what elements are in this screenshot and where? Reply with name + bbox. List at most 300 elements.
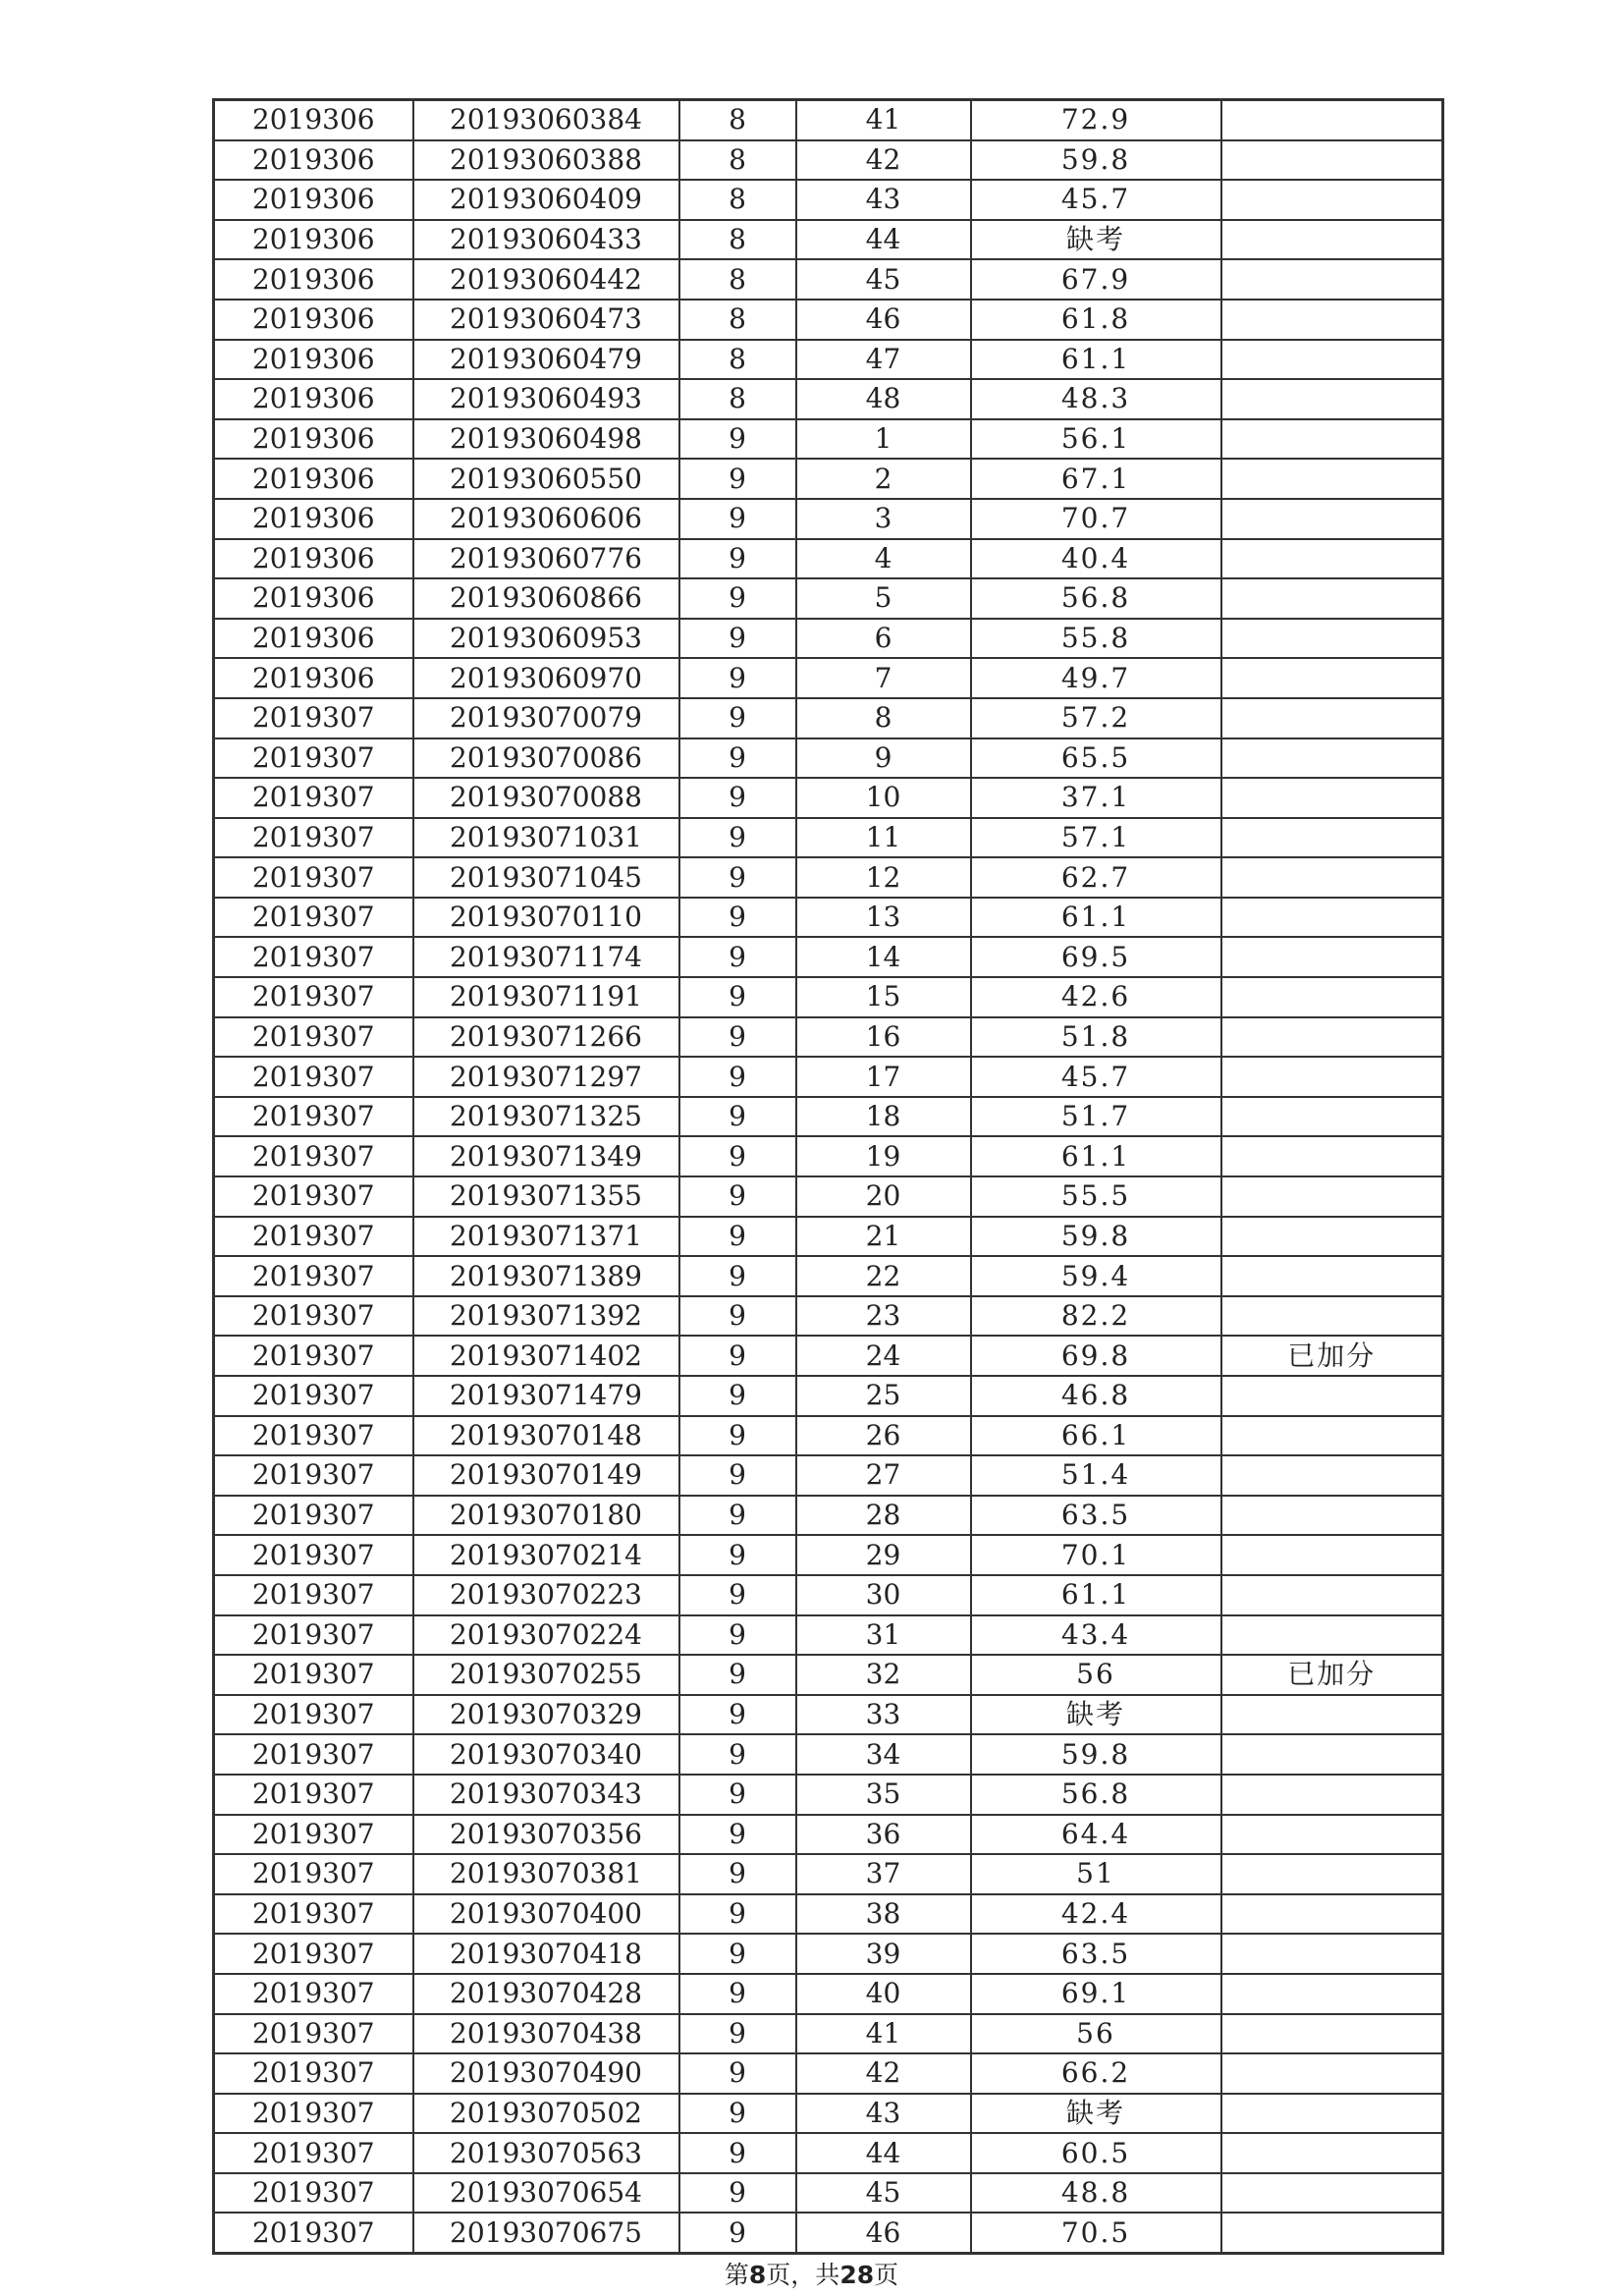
- seat-number-cell: 34: [796, 1734, 971, 1775]
- class-code-cell: 2019307: [214, 1097, 413, 1137]
- page-footer: [0, 2256, 1623, 2291]
- class-code-cell: 2019307: [214, 778, 413, 818]
- score-table: [212, 98, 1444, 2255]
- exam-room-cell: 9: [679, 1136, 796, 1176]
- table-row: [214, 2053, 1443, 2094]
- class-code-cell: 2019306: [214, 180, 413, 220]
- class-code-cell: 2019307: [214, 2014, 413, 2054]
- note-cell: [1221, 1176, 1443, 1217]
- class-code-cell: 2019306: [214, 220, 413, 260]
- table-row: [214, 2173, 1443, 2214]
- class-code-cell: 2019306: [214, 100, 413, 140]
- table-row: [214, 1136, 1443, 1176]
- class-code-cell: 2019306: [214, 140, 413, 181]
- class-code-cell: 2019307: [214, 1854, 413, 1894]
- seat-number-cell: 20: [796, 1176, 971, 1217]
- footer-middle: 页，共: [766, 2261, 840, 2289]
- seat-number-cell: 21: [796, 1217, 971, 1257]
- note-cell: [1221, 818, 1443, 858]
- note-cell: [1221, 2014, 1443, 2054]
- seat-number-cell: 37: [796, 1854, 971, 1894]
- class-code-cell: 2019306: [214, 539, 413, 579]
- table-row: [214, 1176, 1443, 1217]
- score-cell: 70.5: [971, 2213, 1221, 2253]
- note-cell: [1221, 1217, 1443, 1257]
- seat-number-cell: 16: [796, 1017, 971, 1058]
- exam-room-cell: 9: [679, 1256, 796, 1296]
- seat-number-cell: 48: [796, 379, 971, 419]
- table-row: [214, 1575, 1443, 1615]
- student-id-cell: 20193071479: [413, 1376, 679, 1416]
- exam-room-cell: 9: [679, 2094, 796, 2134]
- student-id-cell: 20193060550: [413, 459, 679, 499]
- student-id-cell: 20193071325: [413, 1097, 679, 1137]
- class-code-cell: 2019307: [214, 1176, 413, 1217]
- student-id-cell: 20193071045: [413, 857, 679, 898]
- note-cell: [1221, 738, 1443, 779]
- exam-room-cell: 9: [679, 619, 796, 659]
- score-cell: 61.8: [971, 300, 1221, 340]
- note-cell: [1221, 499, 1443, 539]
- exam-room-cell: 8: [679, 379, 796, 419]
- score-cell: 42.4: [971, 1894, 1221, 1935]
- student-id-cell: 20193071371: [413, 1217, 679, 1257]
- exam-room-cell: 9: [679, 1176, 796, 1217]
- class-code-cell: 2019306: [214, 459, 413, 499]
- score-cell: 48.3: [971, 379, 1221, 419]
- table-row: [214, 898, 1443, 938]
- table-row: [214, 1934, 1443, 1974]
- student-id-cell: 20193060479: [413, 340, 679, 380]
- exam-room-cell: 9: [679, 1376, 796, 1416]
- student-id-cell: 20193071402: [413, 1336, 679, 1376]
- table-row: [214, 1057, 1443, 1097]
- seat-number-cell: 27: [796, 1455, 971, 1496]
- seat-number-cell: 2: [796, 459, 971, 499]
- score-cell: 59.8: [971, 140, 1221, 181]
- class-code-cell: 2019307: [214, 1296, 413, 1337]
- student-id-cell: 20193070654: [413, 2173, 679, 2214]
- table-row: [214, 2213, 1443, 2253]
- table-row: [214, 459, 1443, 499]
- table-row: [214, 379, 1443, 419]
- student-id-cell: 20193070255: [413, 1655, 679, 1695]
- score-cell: 43.4: [971, 1615, 1221, 1656]
- seat-number-cell: 14: [796, 937, 971, 977]
- score-cell: 64.4: [971, 1815, 1221, 1855]
- student-id-cell: 20193060776: [413, 539, 679, 579]
- note-cell: [1221, 1535, 1443, 1575]
- class-code-cell: 2019307: [214, 1535, 413, 1575]
- table-row: [214, 1615, 1443, 1656]
- exam-room-cell: 9: [679, 459, 796, 499]
- score-cell: 37.1: [971, 778, 1221, 818]
- exam-room-cell: 9: [679, 1934, 796, 1974]
- student-id-cell: 20193060473: [413, 300, 679, 340]
- class-code-cell: 2019307: [214, 977, 413, 1017]
- note-cell: [1221, 539, 1443, 579]
- table-row: [214, 1695, 1443, 1735]
- class-code-cell: 2019307: [214, 1974, 413, 2014]
- class-code-cell: 2019306: [214, 300, 413, 340]
- score-cell: 66.1: [971, 1416, 1221, 1456]
- student-id-cell: 20193071349: [413, 1136, 679, 1176]
- seat-number-cell: 13: [796, 898, 971, 938]
- seat-number-cell: 45: [796, 259, 971, 300]
- class-code-cell: 2019307: [214, 1695, 413, 1735]
- seat-number-cell: 47: [796, 340, 971, 380]
- student-id-cell: 20193060388: [413, 140, 679, 181]
- score-cell: 72.9: [971, 100, 1221, 140]
- seat-number-cell: 46: [796, 2213, 971, 2253]
- class-code-cell: 2019306: [214, 578, 413, 619]
- note-cell: [1221, 658, 1443, 698]
- exam-room-cell: 9: [679, 1695, 796, 1735]
- score-cell: 59.4: [971, 1256, 1221, 1296]
- note-cell: [1221, 1734, 1443, 1775]
- class-code-cell: 2019307: [214, 1496, 413, 1536]
- table-row: [214, 539, 1443, 579]
- note-cell: [1221, 937, 1443, 977]
- table-body: [214, 100, 1443, 2254]
- student-id-cell: 20193060442: [413, 259, 679, 300]
- exam-room-cell: 9: [679, 1655, 796, 1695]
- seat-number-cell: 33: [796, 1695, 971, 1735]
- seat-number-cell: 32: [796, 1655, 971, 1695]
- note-cell: [1221, 1017, 1443, 1058]
- exam-room-cell: 9: [679, 2053, 796, 2094]
- table-row: [214, 778, 1443, 818]
- class-code-cell: 2019306: [214, 259, 413, 300]
- seat-number-cell: 29: [796, 1535, 971, 1575]
- seat-number-cell: 45: [796, 2173, 971, 2214]
- class-code-cell: 2019307: [214, 1057, 413, 1097]
- score-cell: 51.8: [971, 1017, 1221, 1058]
- seat-number-cell: 11: [796, 818, 971, 858]
- class-code-cell: 2019306: [214, 379, 413, 419]
- note-cell: [1221, 1296, 1443, 1337]
- student-id-cell: 20193071174: [413, 937, 679, 977]
- student-id-cell: 20193070086: [413, 738, 679, 779]
- seat-number-cell: 40: [796, 1974, 971, 2014]
- seat-number-cell: 44: [796, 2133, 971, 2173]
- note-cell: [1221, 379, 1443, 419]
- score-cell: 46.8: [971, 1376, 1221, 1416]
- exam-room-cell: 9: [679, 2213, 796, 2253]
- score-cell: 55.8: [971, 619, 1221, 659]
- class-code-cell: 2019307: [214, 857, 413, 898]
- table-row: [214, 1974, 1443, 2014]
- class-code-cell: 2019307: [214, 1894, 413, 1935]
- score-cell: 65.5: [971, 738, 1221, 779]
- class-code-cell: 2019306: [214, 419, 413, 460]
- note-cell: [1221, 1854, 1443, 1894]
- student-id-cell: 20193060384: [413, 100, 679, 140]
- seat-number-cell: 36: [796, 1815, 971, 1855]
- table-row: [214, 1256, 1443, 1296]
- note-cell: [1221, 2094, 1443, 2134]
- class-code-cell: 2019307: [214, 1376, 413, 1416]
- table-row: [214, 1535, 1443, 1575]
- student-id-cell: 20193071266: [413, 1017, 679, 1058]
- note-cell: [1221, 459, 1443, 499]
- seat-number-cell: 28: [796, 1496, 971, 1536]
- student-id-cell: 20193071297: [413, 1057, 679, 1097]
- exam-room-cell: 9: [679, 937, 796, 977]
- exam-room-cell: 8: [679, 340, 796, 380]
- exam-room-cell: 8: [679, 100, 796, 140]
- score-cell: 51: [971, 1854, 1221, 1894]
- score-cell: 67.1: [971, 459, 1221, 499]
- score-cell: 55.5: [971, 1176, 1221, 1217]
- table-row: [214, 2014, 1443, 2054]
- class-code-cell: 2019307: [214, 2133, 413, 2173]
- note-cell: 已加分: [1221, 1655, 1443, 1695]
- score-cell: 45.7: [971, 180, 1221, 220]
- class-code-cell: 2019307: [214, 738, 413, 779]
- score-cell: 45.7: [971, 1057, 1221, 1097]
- seat-number-cell: 42: [796, 140, 971, 181]
- class-code-cell: 2019307: [214, 1615, 413, 1656]
- student-id-cell: 20193070428: [413, 1974, 679, 2014]
- student-id-cell: 20193070490: [413, 2053, 679, 2094]
- seat-number-cell: 4: [796, 539, 971, 579]
- student-id-cell: 20193070502: [413, 2094, 679, 2134]
- score-cell: 59.8: [971, 1217, 1221, 1257]
- exam-room-cell: 9: [679, 738, 796, 779]
- score-cell: 60.5: [971, 2133, 1221, 2173]
- table-row: [214, 818, 1443, 858]
- note-cell: [1221, 1974, 1443, 2014]
- note-cell: [1221, 1416, 1443, 1456]
- exam-room-cell: 8: [679, 180, 796, 220]
- seat-number-cell: 25: [796, 1376, 971, 1416]
- seat-number-cell: 39: [796, 1934, 971, 1974]
- score-cell: 69.1: [971, 1974, 1221, 2014]
- class-code-cell: 2019306: [214, 340, 413, 380]
- student-id-cell: 20193071031: [413, 818, 679, 858]
- table-row: [214, 1376, 1443, 1416]
- class-code-cell: 2019307: [214, 1336, 413, 1376]
- note-cell: [1221, 977, 1443, 1017]
- student-id-cell: 20193060866: [413, 578, 679, 619]
- seat-number-cell: 24: [796, 1336, 971, 1376]
- seat-number-cell: 18: [796, 1097, 971, 1137]
- note-cell: [1221, 2213, 1443, 2253]
- score-cell: 59.8: [971, 1734, 1221, 1775]
- exam-room-cell: 9: [679, 1455, 796, 1496]
- note-cell: [1221, 1894, 1443, 1935]
- score-cell: 51.7: [971, 1097, 1221, 1137]
- student-id-cell: 20193070149: [413, 1455, 679, 1496]
- note-cell: [1221, 2133, 1443, 2173]
- class-code-cell: 2019307: [214, 1575, 413, 1615]
- exam-room-cell: 9: [679, 1217, 796, 1257]
- exam-room-cell: 9: [679, 1615, 796, 1656]
- table-row: [214, 100, 1443, 140]
- student-id-cell: 20193070110: [413, 898, 679, 938]
- student-id-cell: 20193060433: [413, 220, 679, 260]
- table-row: [214, 1455, 1443, 1496]
- score-cell: 56: [971, 2014, 1221, 2054]
- table-row: [214, 578, 1443, 619]
- score-cell: 69.5: [971, 937, 1221, 977]
- student-id-cell: 20193070400: [413, 1894, 679, 1935]
- exam-room-cell: 9: [679, 658, 796, 698]
- score-cell: 70.1: [971, 1535, 1221, 1575]
- exam-room-cell: 9: [679, 1734, 796, 1775]
- note-cell: [1221, 1057, 1443, 1097]
- class-code-cell: 2019307: [214, 1136, 413, 1176]
- score-cell: 56.1: [971, 419, 1221, 460]
- seat-number-cell: 15: [796, 977, 971, 1017]
- seat-number-cell: 38: [796, 1894, 971, 1935]
- footer-total-pages: 28: [839, 2261, 875, 2289]
- exam-room-cell: 9: [679, 1097, 796, 1137]
- note-cell: [1221, 1136, 1443, 1176]
- seat-number-cell: 9: [796, 738, 971, 779]
- class-code-cell: 2019307: [214, 1734, 413, 1775]
- note-cell: [1221, 220, 1443, 260]
- note-cell: [1221, 1376, 1443, 1416]
- exam-room-cell: 9: [679, 2173, 796, 2214]
- student-id-cell: 20193070224: [413, 1615, 679, 1656]
- student-id-cell: 20193060606: [413, 499, 679, 539]
- exam-room-cell: 9: [679, 1535, 796, 1575]
- student-id-cell: 20193060493: [413, 379, 679, 419]
- seat-number-cell: 26: [796, 1416, 971, 1456]
- student-id-cell: 20193070088: [413, 778, 679, 818]
- class-code-cell: 2019307: [214, 2053, 413, 2094]
- score-cell: 42.6: [971, 977, 1221, 1017]
- class-code-cell: 2019306: [214, 619, 413, 659]
- student-id-cell: 20193071392: [413, 1296, 679, 1337]
- student-id-cell: 20193070223: [413, 1575, 679, 1615]
- score-cell: 61.1: [971, 340, 1221, 380]
- score-cell: 40.4: [971, 539, 1221, 579]
- seat-number-cell: 43: [796, 2094, 971, 2134]
- score-cell: 62.7: [971, 857, 1221, 898]
- score-cell: 51.4: [971, 1455, 1221, 1496]
- class-code-cell: 2019307: [214, 1934, 413, 1974]
- seat-number-cell: 23: [796, 1296, 971, 1337]
- exam-room-cell: 9: [679, 818, 796, 858]
- class-code-cell: 2019307: [214, 2094, 413, 2134]
- note-cell: [1221, 778, 1443, 818]
- student-id-cell: 20193060498: [413, 419, 679, 460]
- exam-room-cell: 9: [679, 539, 796, 579]
- table-row: [214, 1815, 1443, 1855]
- table-row: [214, 259, 1443, 300]
- note-cell: [1221, 1695, 1443, 1735]
- exam-room-cell: 9: [679, 2133, 796, 2173]
- footer-prefix: 第: [724, 2261, 749, 2289]
- seat-number-cell: 41: [796, 100, 971, 140]
- table-row: [214, 738, 1443, 779]
- score-cell: 48.8: [971, 2173, 1221, 2214]
- student-id-cell: 20193070356: [413, 1815, 679, 1855]
- table-row: [214, 2133, 1443, 2173]
- table-row: [214, 1496, 1443, 1536]
- note-cell: [1221, 578, 1443, 619]
- exam-room-cell: 9: [679, 1496, 796, 1536]
- score-cell: 57.1: [971, 818, 1221, 858]
- student-id-cell: 20193071389: [413, 1256, 679, 1296]
- score-cell: 49.7: [971, 658, 1221, 698]
- note-cell: [1221, 2053, 1443, 2094]
- note-cell: [1221, 419, 1443, 460]
- table-row: [214, 1655, 1443, 1695]
- table-row: [214, 1894, 1443, 1935]
- student-id-cell: 20193070214: [413, 1535, 679, 1575]
- table-row: [214, 977, 1443, 1017]
- student-id-cell: 20193070329: [413, 1695, 679, 1735]
- score-cell: 56.8: [971, 1775, 1221, 1815]
- exam-room-cell: 9: [679, 1336, 796, 1376]
- class-code-cell: 2019307: [214, 1655, 413, 1695]
- table-row: [214, 658, 1443, 698]
- class-code-cell: 2019307: [214, 1815, 413, 1855]
- table-row: [214, 220, 1443, 260]
- score-cell: 61.1: [971, 1136, 1221, 1176]
- class-code-cell: 2019306: [214, 658, 413, 698]
- student-id-cell: 20193071355: [413, 1176, 679, 1217]
- note-cell: [1221, 180, 1443, 220]
- seat-number-cell: 6: [796, 619, 971, 659]
- note-cell: [1221, 857, 1443, 898]
- score-cell: 69.8: [971, 1336, 1221, 1376]
- student-id-cell: 20193070340: [413, 1734, 679, 1775]
- seat-number-cell: 31: [796, 1615, 971, 1656]
- table-row: [214, 1336, 1443, 1376]
- score-cell: 缺考: [971, 1695, 1221, 1735]
- class-code-cell: 2019307: [214, 1256, 413, 1296]
- note-cell: [1221, 100, 1443, 140]
- seat-number-cell: 5: [796, 578, 971, 619]
- score-cell: 61.1: [971, 898, 1221, 938]
- note-cell: [1221, 259, 1443, 300]
- note-cell: [1221, 340, 1443, 380]
- student-id-cell: 20193070675: [413, 2213, 679, 2253]
- table-row: [214, 1416, 1443, 1456]
- note-cell: [1221, 619, 1443, 659]
- seat-number-cell: 10: [796, 778, 971, 818]
- table-row: [214, 857, 1443, 898]
- student-id-cell: 20193070563: [413, 2133, 679, 2173]
- student-id-cell: 20193070079: [413, 698, 679, 738]
- table-row: [214, 300, 1443, 340]
- table-row: [214, 1854, 1443, 1894]
- seat-number-cell: 46: [796, 300, 971, 340]
- seat-number-cell: 30: [796, 1575, 971, 1615]
- table-row: [214, 340, 1443, 380]
- class-code-cell: 2019307: [214, 818, 413, 858]
- student-id-cell: 20193060970: [413, 658, 679, 698]
- class-code-cell: 2019307: [214, 1775, 413, 1815]
- seat-number-cell: 35: [796, 1775, 971, 1815]
- score-cell: 82.2: [971, 1296, 1221, 1337]
- note-cell: [1221, 300, 1443, 340]
- note-cell: [1221, 1256, 1443, 1296]
- seat-number-cell: 12: [796, 857, 971, 898]
- exam-room-cell: 8: [679, 300, 796, 340]
- seat-number-cell: 1: [796, 419, 971, 460]
- class-code-cell: 2019307: [214, 1455, 413, 1496]
- note-cell: [1221, 2173, 1443, 2214]
- footer-page-number: 8: [748, 2261, 767, 2289]
- score-cell: 70.7: [971, 499, 1221, 539]
- seat-number-cell: 7: [796, 658, 971, 698]
